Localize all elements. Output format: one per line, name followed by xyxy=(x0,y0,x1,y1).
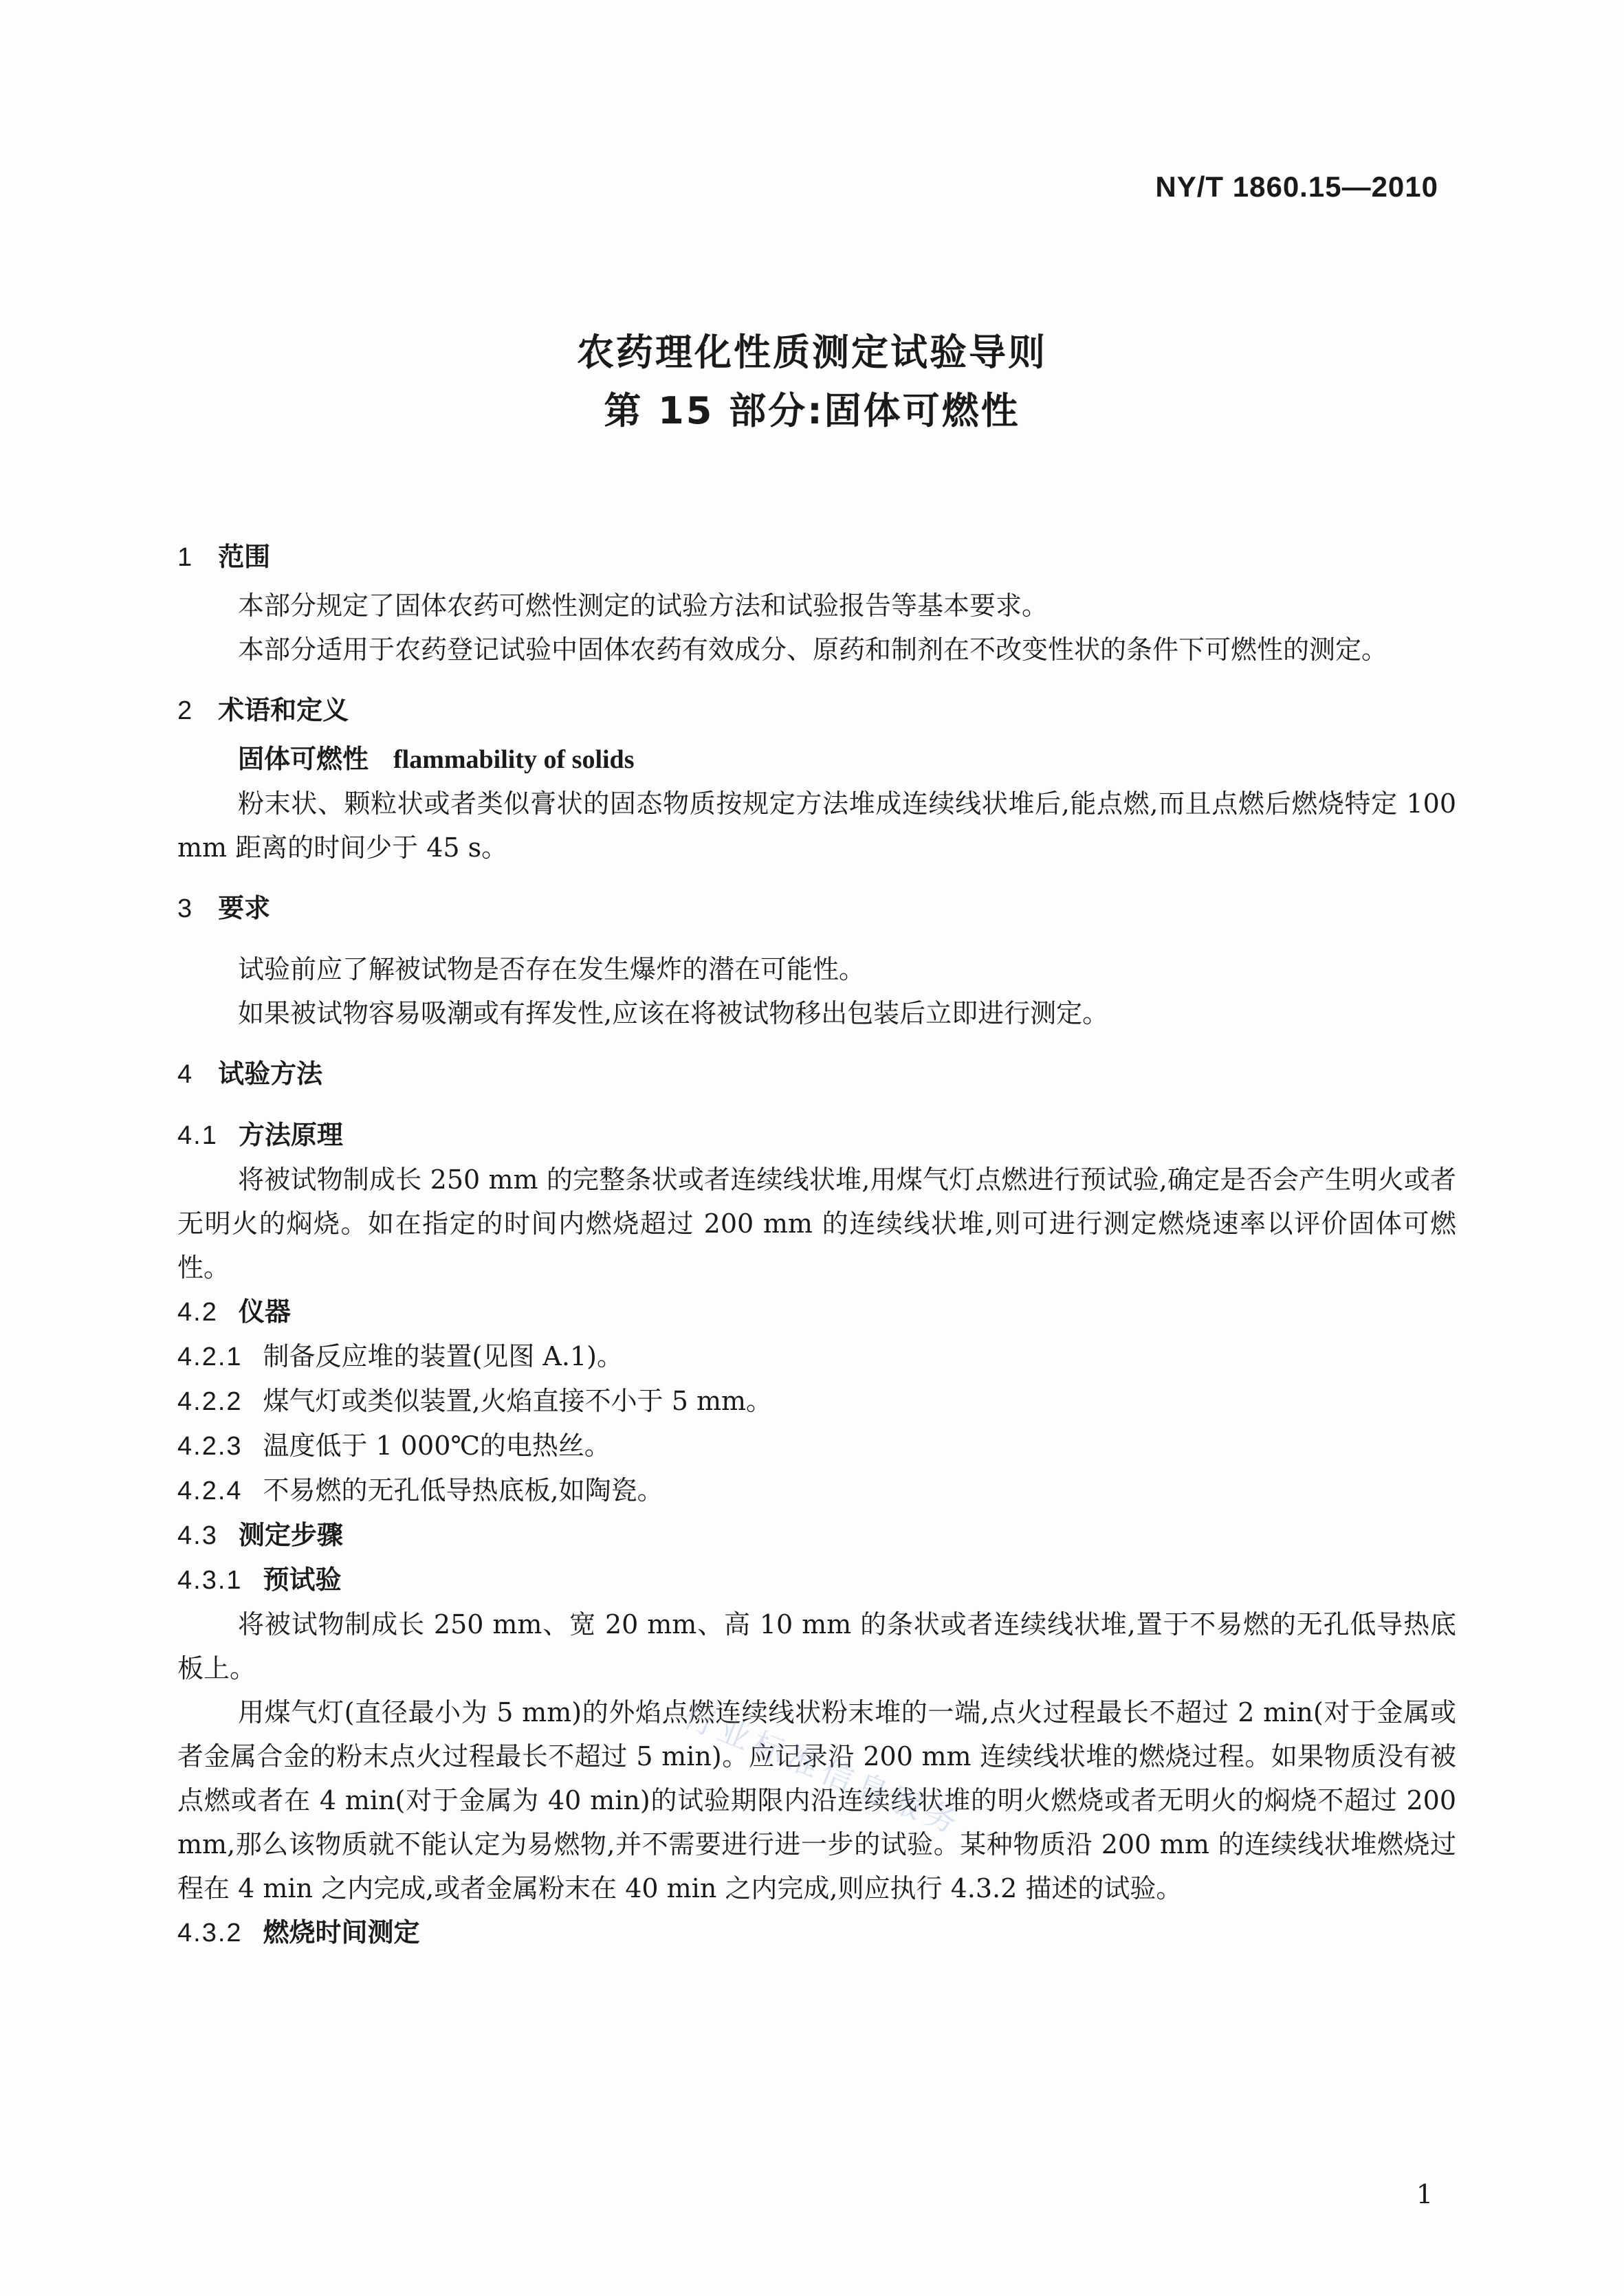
document-title: 农药理化性质测定试验导则 xyxy=(577,331,1047,374)
subsection-title: 测定步骤 xyxy=(238,1520,343,1550)
section-heading-scope xyxy=(177,536,1456,578)
item-text: 制备反应堆的装置(见图 A.1)。 xyxy=(263,1341,623,1371)
section-number: 4 xyxy=(177,1060,193,1089)
item-number: 4.2.2 xyxy=(177,1387,243,1416)
item-text: 温度低于 1 000℃的电热丝。 xyxy=(263,1431,611,1461)
apparatus-item xyxy=(177,1424,1456,1468)
apparatus-item xyxy=(177,1468,1456,1513)
subsection-heading-principle xyxy=(177,1113,1456,1158)
paragraph: 用煤气灯(直径最小为 5 mm)的外焰点燃连续线状粉末堆的一端,点火过程最长不超过 2 min(对于金属或者金属合金的粉末点火过程最长不超过 5 min)。应记录沿 200 mm 连续线状堆的燃烧过程。如果物质没有被点燃或者在 4 min(对于金属为 40 min)的试验期限内沿连续线状堆的明火燃烧或者无明火的焖烧不超过 200 mm,那么该物质就不能认定为易燃物,并不需要进行进一步的试验。某种物质沿 200 mm 的连续线状堆燃烧过程在 4 min 之内完成,或者金属粉末在 40 min 之内完成,则应执行 4.3.2 描述的试验。 xyxy=(177,1697,1456,1903)
subsection-title: 预试验 xyxy=(263,1565,342,1595)
subsection-heading-burning-time xyxy=(177,1910,1456,1955)
subsection-title: 方法原理 xyxy=(238,1120,343,1150)
paragraph: 试验前应了解被试物是否存在发生爆炸的潜在可能性。 xyxy=(238,954,866,984)
item-number: 4.2.3 xyxy=(177,1432,243,1461)
subsection-heading-apparatus xyxy=(177,1290,1456,1334)
subsection-heading-pretest xyxy=(177,1558,1456,1602)
subsection-number: 4.3.2 xyxy=(177,1919,243,1947)
section-heading-terms xyxy=(177,689,1456,731)
section-title: 要求 xyxy=(218,893,271,923)
section-heading-test-method xyxy=(177,1053,1456,1095)
item-text: 煤气灯或类似装置,火焰直接不小于 5 mm。 xyxy=(263,1386,773,1416)
term-chinese: 固体可燃性 xyxy=(238,744,369,774)
paragraph: 本部分适用于农药登记试验中固体农药有效成分、原药和制剂在不改变性状的条件下可燃性的测定。 xyxy=(238,634,1388,665)
item-number: 4.2.1 xyxy=(177,1343,243,1371)
item-text: 不易燃的无孔低导热底板,如陶瓷。 xyxy=(263,1475,663,1505)
section-number: 3 xyxy=(177,894,193,923)
subsection-number: 4.2 xyxy=(177,1298,218,1327)
term-english: flammability of solids xyxy=(393,745,635,774)
document-subtitle: 第 15 部分:固体可燃性 xyxy=(604,389,1020,432)
section-number: 2 xyxy=(177,696,193,725)
item-number: 4.2.4 xyxy=(177,1477,243,1505)
apparatus-item xyxy=(177,1379,1456,1424)
page-number: 1 xyxy=(1416,2179,1433,2209)
section-heading-requirements xyxy=(177,887,1456,929)
section-title: 术语和定义 xyxy=(218,695,349,725)
subsection-title: 仪器 xyxy=(238,1296,291,1327)
subsection-number: 4.3.1 xyxy=(177,1566,243,1595)
subsection-title: 燃烧时间测定 xyxy=(263,1917,420,1947)
paragraph: 将被试物制成长 250 mm、宽 20 mm、高 10 mm 的条状或者连续线状堆,置于不易燃的无孔低导热底板上。 xyxy=(177,1609,1456,1684)
paragraph: 将被试物制成长 250 mm 的完整条状或者连续线状堆,用煤气灯点燃进行预试验,确定是否会产生明火或者无明火的焖烧。如在指定的时间内燃烧超过 200 mm 的连续线状堆,则可进行测定燃烧速率以评价固体可燃性。 xyxy=(177,1164,1456,1283)
watermark: 行业标准信息服务 xyxy=(678,1697,968,1843)
paragraph: 如果被试物容易吸潮或有挥发性,应该在将被试物移出包装后立即进行测定。 xyxy=(238,998,1109,1028)
section-title: 试验方法 xyxy=(218,1059,323,1089)
apparatus-item xyxy=(177,1334,1456,1379)
subsection-number: 4.3 xyxy=(177,1521,218,1550)
subsection-number: 4.1 xyxy=(177,1121,218,1150)
section-number: 1 xyxy=(177,543,193,572)
section-title: 范围 xyxy=(218,542,271,572)
paragraph: 本部分规定了固体农药可燃性测定的试验方法和试验报告等基本要求。 xyxy=(238,590,1049,621)
term-definition: 粉末状、颗粒状或者类似膏状的固态物质按规定方法堆成连续线状堆后,能点燃,而且点燃后燃烧特定 100 mm 距离的时间少于 45 s。 xyxy=(177,788,1456,863)
standard-code: NY/T 1860.15—2010 xyxy=(1155,170,1438,203)
term-entry xyxy=(177,737,1456,782)
subsection-heading-procedure xyxy=(177,1513,1456,1558)
